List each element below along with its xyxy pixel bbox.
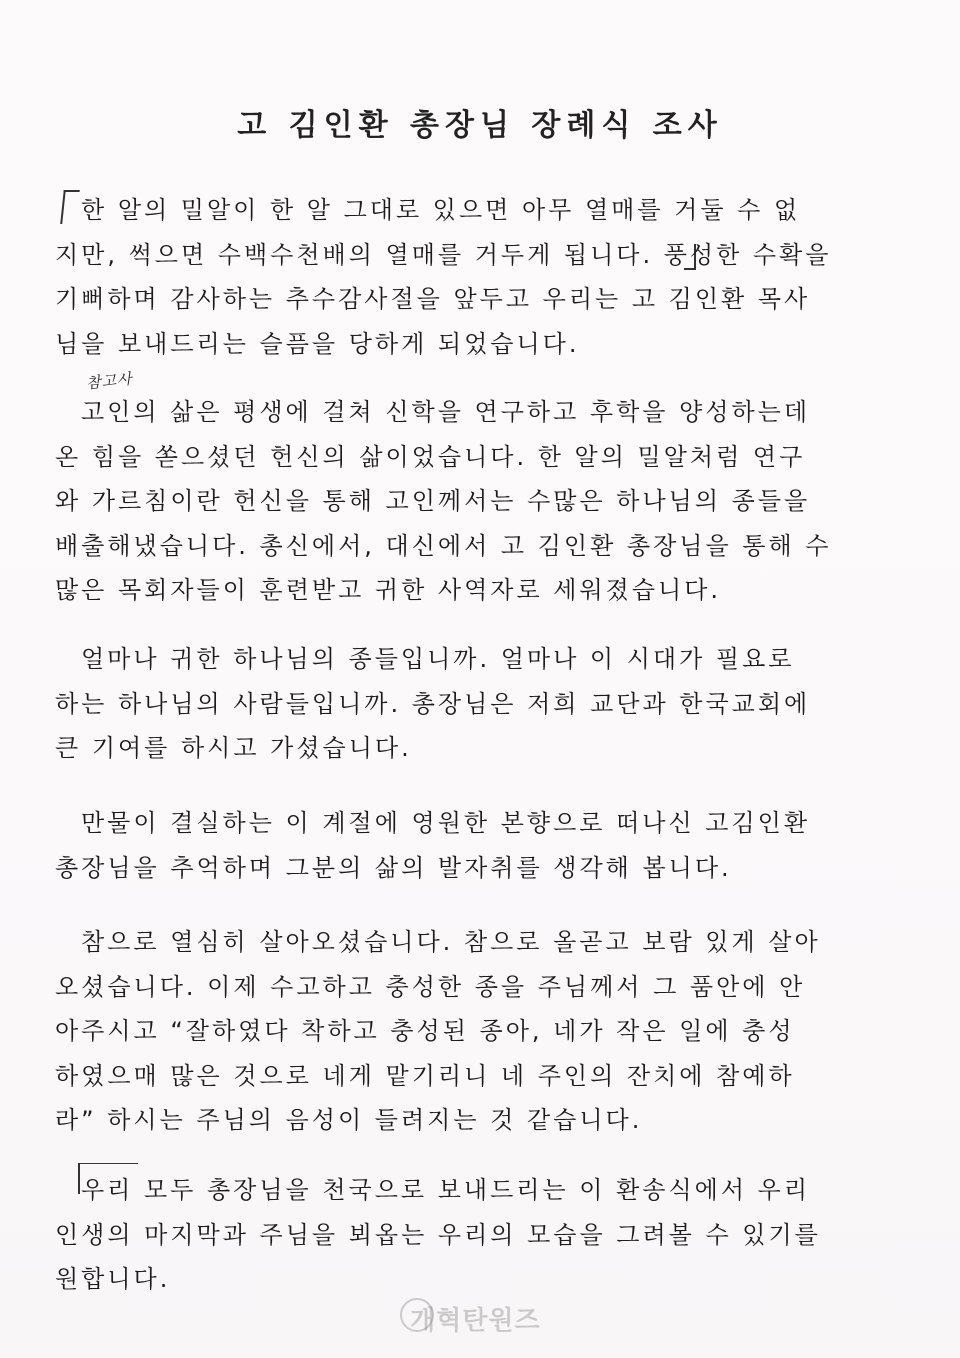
text-line: 라” 하시는 주님의 음성이 들려지는 것 같습니다. bbox=[55, 1106, 643, 1134]
handwritten-note: 참고사 bbox=[85, 369, 134, 393]
text-line: 아주시고 “잘하였다 착하고 충성된 종아, 네가 작은 일에 충성 bbox=[55, 1017, 795, 1045]
text-line: 오셨습니다. 이제 수고하고 충성한 종을 주님께서 그 품안에 안 bbox=[55, 972, 806, 1001]
paragraph-2 bbox=[55, 390, 915, 613]
text-line: 인생의 마지막과 주님을 뵈옵는 우리의 모습을 그려볼 수 있기를 bbox=[55, 1220, 821, 1249]
text-line: 기뻐하며 감사하는 추수감사절을 앞두고 우리는 고 김인환 목사 bbox=[55, 285, 811, 313]
text-line: 얼마나 귀한 하나님의 종들입니까. 얼마나 이 시대가 필요로 bbox=[81, 645, 795, 673]
text-line: 원합니다. bbox=[55, 1265, 171, 1293]
text-line: 온 힘을 쏟으셨던 헌신의 삶이었습니다. 한 알의 밀알처럼 연구 bbox=[55, 442, 806, 471]
text-line: 큰 기여를 하시고 가셨습니다. bbox=[55, 734, 412, 762]
text-line: 하였으매 많은 것으로 네게 맡기리니 네 주인의 잔치에 참예하 bbox=[55, 1061, 795, 1090]
text-line: 우리 모두 총장님을 천국으로 보내드리는 이 환송식에서 우리 bbox=[81, 1176, 811, 1204]
text-line: 배출해냈습니다. 총신에서, 대신에서 고 김인환 총장님을 통해 수 bbox=[55, 531, 832, 560]
text-line: 총장님을 추억하며 그분의 삶의 발자취를 생각해 봅니다. bbox=[55, 853, 732, 882]
text-line: 하는 하나님의 사람들입니까. 총장님은 저희 교단과 한국교회에 bbox=[55, 689, 811, 718]
text-line: 만물이 결실하는 이 계절에 영원한 본향으로 떠나신 고김인환 bbox=[81, 809, 811, 837]
paragraph-1 bbox=[55, 188, 915, 366]
text-line: 고인의 삶은 평생에 걸쳐 신학을 연구하고 후학을 양성하는데 bbox=[81, 398, 811, 426]
watermark: 개혁탄원즈 bbox=[410, 1306, 541, 1336]
text-line: 님을 보내드리는 슬픔을 당하게 되었습니다. bbox=[55, 329, 580, 358]
paragraph-6 bbox=[55, 1168, 915, 1302]
text-line: 와 가르침이란 헌신을 통해 고인께서는 수많은 하나님의 종들을 bbox=[55, 487, 811, 515]
paragraph-3 bbox=[55, 637, 915, 771]
text-line: 많은 목회자들이 훈련받고 귀한 사역자로 세워졌습니다. bbox=[55, 576, 722, 604]
text-line: 참으로 열심히 살아오셨습니다. 참으로 올곧고 보람 있게 살아 bbox=[81, 928, 821, 956]
document-title: 고 김인환 총장님 장례식 조사 bbox=[237, 108, 723, 143]
paragraph-4 bbox=[55, 801, 915, 890]
text-line: 지만, 썩으면 수백수천배의 열매를 거두게 됩니다. 풍성한 수확을 bbox=[55, 240, 832, 269]
text-line: 한 알의 밀알이 한 알 그대로 있으면 아무 열매를 거둘 수 없 bbox=[81, 196, 801, 224]
paragraph-5 bbox=[55, 920, 915, 1143]
